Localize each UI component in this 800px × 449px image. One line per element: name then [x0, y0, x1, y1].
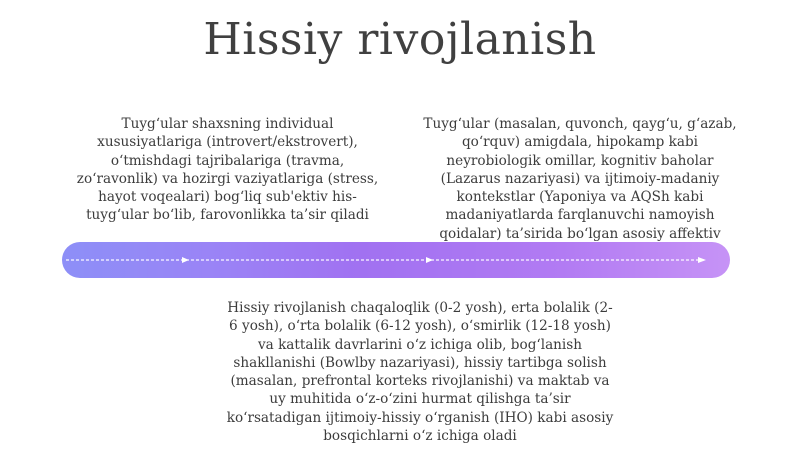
text-block-left: Tuyg‘ular shaxsning individual xususiyatlariga (introvert/ekstrovert), o‘tmishdagi tajribalariga (travma, zo‘ravonlik) va hozirgi vaziyatlariga (stress, hayot voqealari) bog‘liq sub'ektiv his-tuyg‘ular bo‘lib, farovonlikka ta’sir qiladi	[76, 116, 379, 224]
timeline-bar	[62, 242, 730, 278]
text-block-bottom: Hissiy rivojlanish chaqaloqlik (0-2 yosh), erta bolalik (2-6 yosh), o‘rta bolalik (6-12 yosh), o‘smirlik (12-18 yosh) va kattalik davrlarini o‘z ichiga olib, bog‘lanish shakllanishi (Bowlby nazariyasi), hissiy tartibga solish (masalan, prefrontal korteks rivojlanishi) va maktab va uy muhitida o‘z-o‘zini hurmat qilishga ta’sir ko‘rsatadigan ijtimoiy-hissiy o‘rganish (IHO) kabi asosiy bosqichlarni o‘z ichiga oladi	[226, 300, 614, 445]
text-block-right: Tuyg‘ular (masalan, quvonch, qayg‘u, g‘azab, qo‘rquv) amigdala, hipokamp kabi neyrobiologik omillar, kognitiv baholar (Lazarus nazariyasi) va ijtimoiy-madaniy kontekstlar (Yaponiya va AQSh kabi madaniyatlarda farqlanuvchi namoyish qoidalar) ta’sirida bo‘lgan asosiy affektiv	[423, 116, 737, 242]
page-title: Hissiy rivojlanish	[203, 14, 597, 65]
arrow-head	[698, 257, 706, 263]
timeline-arrow	[62, 242, 730, 278]
arrow-marker-2	[426, 257, 433, 263]
arrow-marker-1	[182, 257, 189, 263]
